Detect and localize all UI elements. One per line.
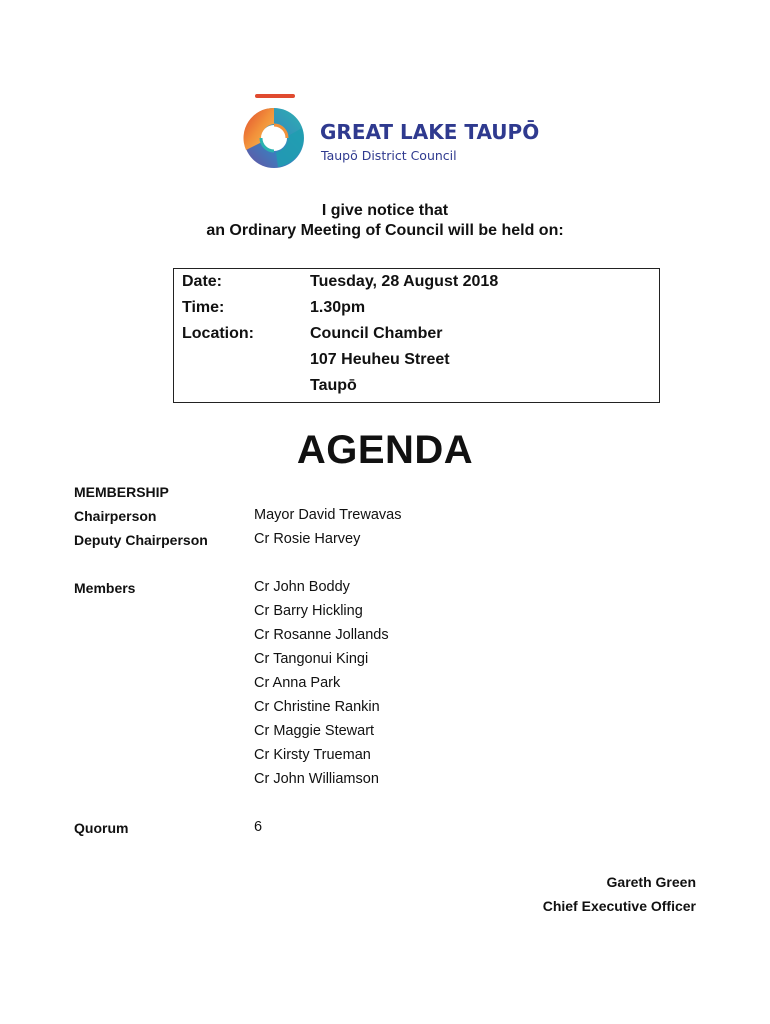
notice-line-2: an Ordinary Meeting of Council will be held on: xyxy=(206,222,564,239)
meeting-details-box xyxy=(173,268,660,403)
agenda-title: AGENDA xyxy=(296,428,474,472)
deputy-chairperson-name: Cr Rosie Harvey xyxy=(254,531,361,547)
date-label: Date: xyxy=(182,273,223,290)
members-label: Members xyxy=(74,580,136,596)
signatory-title: Chief Executive Officer xyxy=(542,898,696,914)
member-item: Cr Tangonui Kingi xyxy=(254,651,369,667)
member-item: Cr John Williamson xyxy=(254,771,379,787)
deputy-chairperson-label: Deputy Chairperson xyxy=(74,532,208,548)
time-value: 1.30pm xyxy=(310,299,366,316)
member-item: Cr Barry Hickling xyxy=(254,603,363,619)
notice-line-1: I give notice that xyxy=(321,202,449,219)
member-item: Cr John Boddy xyxy=(254,579,350,595)
membership-heading: MEMBERSHIP xyxy=(74,484,169,500)
member-item: Cr Rosanne Jollands xyxy=(254,627,389,643)
time-label: Time: xyxy=(182,299,225,316)
member-item: Cr Maggie Stewart xyxy=(254,723,375,739)
quorum-value: 6 xyxy=(254,819,263,835)
signatory-name: Gareth Green xyxy=(606,874,696,890)
chairperson-name: Mayor David Trewavas xyxy=(254,507,402,523)
member-item: Cr Christine Rankin xyxy=(254,699,380,715)
chairperson-label: Chairperson xyxy=(74,508,157,524)
council-logo xyxy=(238,92,538,174)
logo-title: GREAT LAKE TAUPŌ xyxy=(320,120,540,144)
quorum-label: Quorum xyxy=(74,820,129,836)
location-line-1: Council Chamber xyxy=(310,325,443,342)
member-item: Cr Kirsty Trueman xyxy=(254,747,371,763)
lake-swirl-logo-icon xyxy=(238,92,318,174)
location-line-2: 107 Heuheu Street xyxy=(310,351,450,368)
date-value: Tuesday, 28 August 2018 xyxy=(310,273,499,290)
logo-subtitle: Taupō District Council xyxy=(321,148,457,163)
member-item: Cr Anna Park xyxy=(254,675,341,691)
location-label: Location: xyxy=(182,325,254,342)
location-line-3: Taupō xyxy=(310,377,357,394)
